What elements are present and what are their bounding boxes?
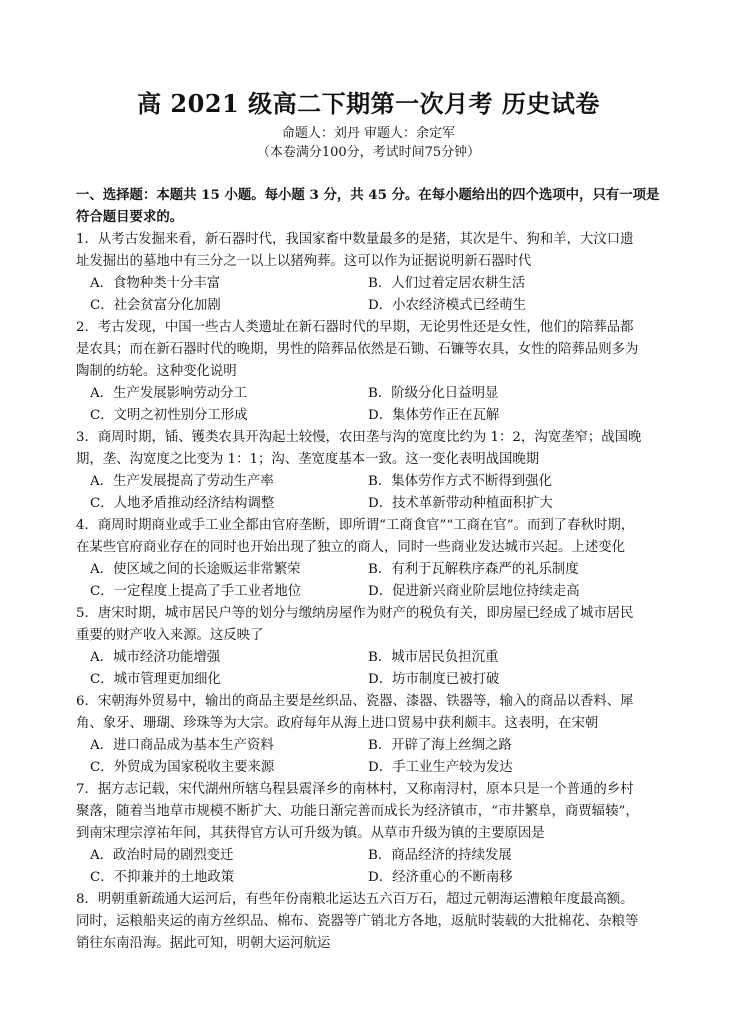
question-3-option-a: A．生产发展提高了劳动生产率 <box>90 474 274 489</box>
question-5-option-d: D．坊市制度已被打破 <box>368 672 500 687</box>
question-5-option-b: B．城市居民负担沉重 <box>368 650 499 665</box>
question-2-option-d: D．集体劳作正在瓦解 <box>368 408 500 423</box>
question-1-text: 址发掘出的墓地中有三分之一以上以猪殉葬。这可以作为证据说明新石器时代 <box>76 254 532 269</box>
question-6-option-d: D．手工业生产较为发达 <box>368 760 513 775</box>
question-1-option-c: C．社会贫富分化加剧 <box>90 298 221 313</box>
question-5-option-c: C．城市管理更加细化 <box>90 672 221 687</box>
question-4-option-b: B．有利于瓦解秩序森严的礼乐制度 <box>368 562 579 577</box>
exam-title: 高 2021 级高二下期第一次月考 历史试卷 <box>137 89 600 118</box>
question-7-option-c: C．不抑兼并的土地政策 <box>90 870 235 885</box>
question-8-text: 同时，运粮船夹运的南方丝织品、棉布、瓷器等广销北方各地，返航时装载的大批棉花、杂粮等 <box>76 914 639 929</box>
question-6-text: 角、象牙、珊瑚、珍珠等为大宗。政府每年从海上进口贸易中获利颇丰。这表明，在宋朝 <box>76 716 599 731</box>
question-3-text: 3．商周时期，锸、镬类农具开沟起土较慢，农田垄与沟的宽度比约为 1：2，沟宽垄窄；战国晚 <box>76 430 642 445</box>
question-7-text: 到南宋理宗淳祐年间，其获得官方认可升级为镇。从草市升级为镇的主要原因是 <box>76 826 545 841</box>
question-1-option-a: A．食物种类十分丰富 <box>90 276 221 291</box>
question-3-option-d: D．技术革新带动种植面积扩大 <box>368 496 553 511</box>
question-1-option-d: D．小农经济模式已经萌生 <box>368 298 527 313</box>
question-5-text: 重要的财产收入来源。这反映了 <box>76 628 264 643</box>
question-5-option-a: A．城市经济功能增强 <box>90 650 221 665</box>
question-6-option-a: A．进口商品成为基本生产资料 <box>90 738 274 753</box>
question-4-option-c: C．一定程度上提高了手工业者地位 <box>90 584 302 599</box>
question-2-text: 2．考古发现，中国一些古人类遗址在新石器时代的早期，无论男性还是女性，他们的陪葬品都 <box>76 320 634 335</box>
question-2-text: 陶制的纺轮。这种变化说明 <box>76 364 237 379</box>
question-2-option-a: A．生产发展影响劳动分工 <box>90 386 247 401</box>
question-7-option-d: D．经济重心的不断南移 <box>368 870 513 885</box>
question-6-option-b: B．开辟了海上丝绸之路 <box>368 738 512 753</box>
question-3-text: 期，垄、沟宽度之比变为 1：1；沟、垄宽度基本一致。这一变化表明战国晚期 <box>76 452 540 467</box>
question-7-option-b: B．商品经济的持续发展 <box>368 848 512 863</box>
question-8-text: 8．明朝重新疏通大运河后，有些年份南粮北运达五六百万石，超过元朝海运漕粮年度最高额。 <box>76 892 634 907</box>
question-2-option-b: B．阶级分化日益明显 <box>368 386 499 401</box>
question-4-text: 4．商周时期商业或手工业全都由官府垄断，即所谓“工商食官”“工商在官”。而到了春秋时期， <box>76 518 635 533</box>
section-instruction-cont: 符合题目要求的。 <box>76 209 184 225</box>
question-5-text: 5．唐宋时期，城市居民户等的划分与缴纳房屋作为财产的税负有关，即房屋已经成了城市居民 <box>76 606 634 621</box>
section-instruction: 一、选择题：本题共 15 小题。每小题 3 分，共 45 分。在每小题给出的四个选项中，只有一项是 <box>76 187 660 203</box>
question-2-text: 是农具；而在新石器时代的晚期，男性的陪葬品依然是石锄、石镰等农具，女性的陪葬品则多为 <box>76 342 639 357</box>
question-1-option-b: B．人们过着定居农耕生活 <box>368 276 526 291</box>
question-8-text: 销往东南沿海。据此可知，明朝大运河航运 <box>76 936 331 951</box>
exam-note: （本卷满分100分，考试时间75分钟） <box>256 145 481 160</box>
question-6-option-c: C．外贸成为国家税收主要来源 <box>90 760 275 775</box>
question-4-option-a: A．使区域之间的长途贩运非常繁荣 <box>90 562 301 577</box>
question-3-option-b: B．集体劳作方式不断得到强化 <box>368 474 552 489</box>
question-3-option-c: C．人地矛盾推动经济结构调整 <box>90 496 275 511</box>
question-6-text: 6．宋朝海外贸易中，输出的商品主要是丝织品、瓷器、漆器、铁器等，输入的商品以香料、犀 <box>76 694 634 709</box>
question-1-text: 1．从考古发掘来看，新石器时代，我国家畜中数量最多的是猪，其次是牛、狗和羊，大汶口遗 <box>76 232 634 247</box>
question-7-text: 7．据方志记载，宋代湖州所辖乌程县震泽乡的南林村，又称南浔村，原本只是一个普通的乡村 <box>76 782 634 797</box>
question-4-option-d: D．促进新兴商业阶层地位持续走高 <box>368 584 580 599</box>
question-4-text: 在某些官府商业存在的同时也开始出现了独立的商人，同时一些商业发达城市兴起。上述变化 <box>76 540 626 555</box>
question-7-text: 聚落，随着当地草市规模不断扩大、功能日渐完善而成长为经济镇市，“市井繁阜，商贾辐辏”， <box>76 804 639 819</box>
exam-authors: 命题人：刘丹 审题人：余定军 <box>281 126 456 141</box>
question-2-option-c: C．文明之初性别分工形成 <box>90 408 248 423</box>
question-7-option-a: A．政治时局的剧烈变迁 <box>90 848 234 863</box>
